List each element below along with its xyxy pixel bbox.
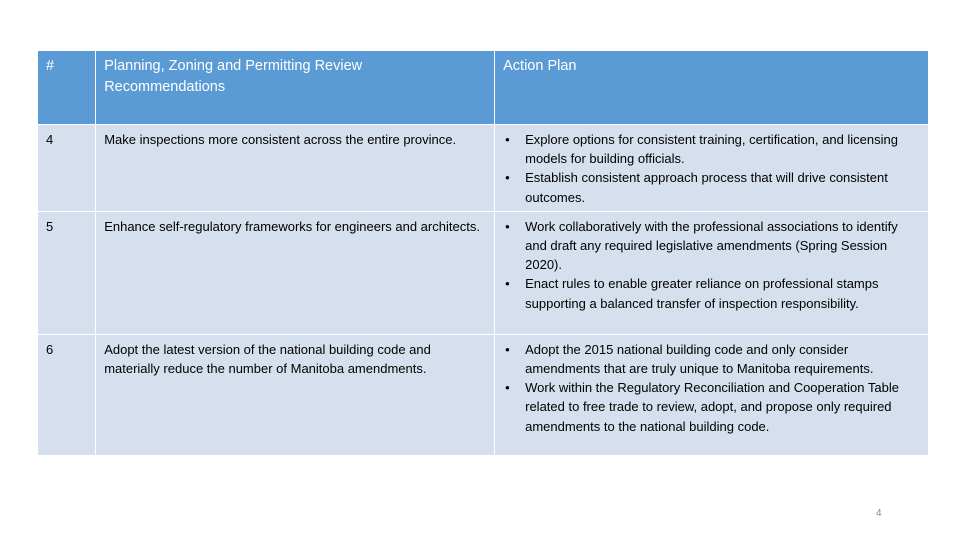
action-text: Enact rules to enable greater reliance on professional stamps supporting a balanced transfer of inspection responsibility. [525,276,879,311]
row-number: 4 [38,125,96,212]
bullet-icon: • [505,276,510,292]
header-number: # [38,51,96,125]
table-row [38,211,929,334]
row-actions [495,125,929,212]
action-item [503,340,920,378]
table-row [38,334,929,455]
action-text: Work collaboratively with the professional associations to identify and draft any required legislative amendments (Spring Session 2020). [525,218,898,273]
page-number: 4 [876,508,882,519]
bullet-icon: • [505,170,510,186]
action-list [503,340,920,436]
row-recommendation: Make inspections more consistent across the entire province. [96,125,495,212]
action-list [503,217,920,313]
bullet-icon: • [505,218,510,234]
header-recommendation: Planning, Zoning and Permitting Review Recommendations [96,51,495,125]
table-row [38,125,929,212]
bullet-icon: • [505,132,510,147]
action-text: Establish consistent approach process that will drive consistent outcomes. [525,170,888,205]
action-item [503,217,920,275]
action-text: Work within the Regulatory Reconciliation and Cooperation Table related to free trade to review, adopt, and propose only required amendments to the national building code. [525,380,899,434]
row-number: 5 [38,211,96,334]
bullet-icon: • [505,380,510,396]
row-number: 6 [38,334,96,455]
row-actions [495,211,929,334]
action-list [503,130,920,207]
table-header-row [38,51,929,125]
action-item [503,168,920,206]
action-item [503,130,920,168]
header-action-plan: Action Plan [495,51,929,125]
action-text: Explore options for consistent training, certification, and licensing models for building officials. [525,132,898,167]
bullet-icon: • [505,341,510,357]
row-actions [495,334,929,455]
row-recommendation: Adopt the latest version of the national building code and materially reduce the number of Manitoba amendments. [96,334,495,455]
action-text: Adopt the 2015 national building code and only consider amendments that are truly unique to Manitoba requirements. [525,341,874,377]
action-item [503,378,920,436]
row-recommendation: Enhance self-regulatory frameworks for engineers and architects. [96,211,495,334]
recommendations-table [37,50,929,456]
action-item [503,274,920,312]
